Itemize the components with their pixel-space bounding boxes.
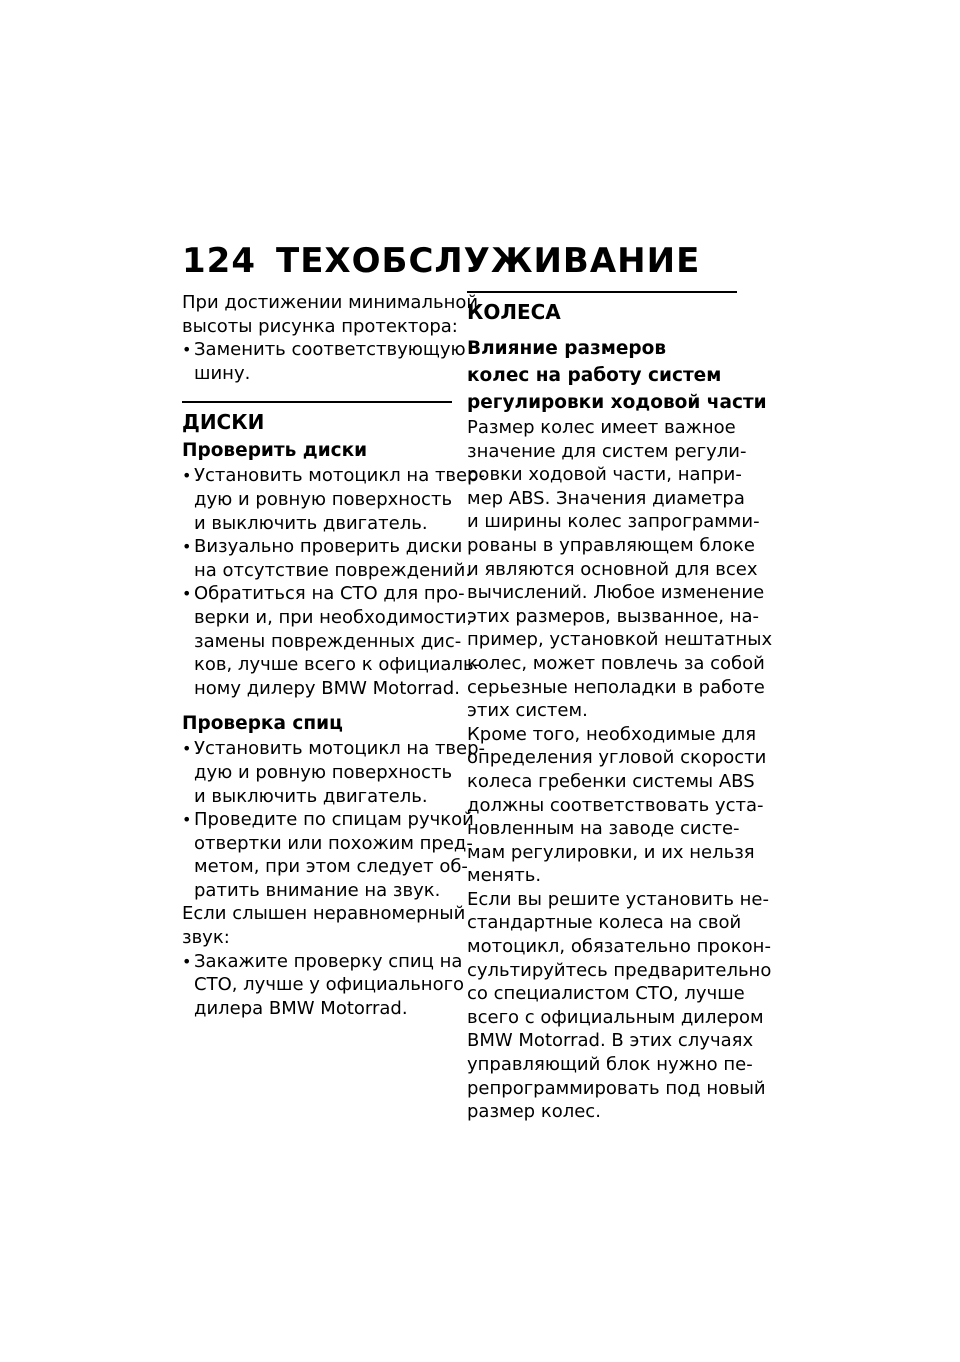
text-line: колес, может повлечь за собой xyxy=(467,652,765,674)
text-line: должны соответствовать уста- xyxy=(467,794,764,816)
text-line: мер ABS. Значения диаметра xyxy=(467,487,745,509)
text-line: отвертки или похожим пред- xyxy=(194,832,473,854)
text-line: Размер колес имеет важное xyxy=(467,417,736,438)
text-line: дую и ровную поверхность xyxy=(194,761,453,783)
text-line: Кроме того, необходимые для xyxy=(467,723,757,745)
check-spokes-list xyxy=(182,737,486,902)
text-line: этих размеров, вызванное, на- xyxy=(467,605,759,627)
paragraph xyxy=(467,723,767,888)
text-line: и являются основной для всех xyxy=(467,558,758,580)
text-line: ратить внимание на звук. xyxy=(194,879,441,901)
text-line: СТО, лучше у официального xyxy=(194,974,465,996)
section-divider xyxy=(182,401,452,403)
bullet-item xyxy=(182,808,474,902)
text-line: пример, установкой нештатных xyxy=(467,629,773,651)
bullet-item xyxy=(182,737,486,808)
text-line: • Установить мотоцикл на твер- xyxy=(194,465,486,487)
spokes-note-text xyxy=(182,902,466,949)
text-line: значение для систем регули- xyxy=(467,440,747,462)
intro-bullet-list xyxy=(182,338,466,385)
text-line: стандартные колеса на свой xyxy=(467,912,742,934)
text-line: • Закажите проверку спиц на xyxy=(194,950,463,972)
text-line: BMW Motorrad. В этих случаях xyxy=(467,1030,754,1052)
text-line: шину. xyxy=(194,362,251,384)
text-line: мотоцикл, обязательно прокон- xyxy=(467,936,771,958)
subsection-title-wheel-size xyxy=(467,335,767,416)
text-line: колеса гребенки системы ABS xyxy=(467,770,755,792)
section-title-wheels: КОЛЕСА xyxy=(467,300,561,324)
section-title-discs: ДИСКИ xyxy=(182,410,265,435)
text-line: всего с официальным дилером xyxy=(467,1006,764,1028)
subtitle-line: регулировки ходовой части xyxy=(467,392,767,413)
text-line: на отсутствие повреждений. xyxy=(194,559,472,581)
text-line: серьезные неполадки в работе xyxy=(467,676,765,698)
text-line: метом, при этом следует об- xyxy=(194,856,468,878)
text-line: репрограммировать под новый xyxy=(467,1077,766,1099)
check-discs-list xyxy=(182,464,486,700)
text-line: размер колес. xyxy=(467,1101,601,1123)
paragraph xyxy=(467,416,773,723)
left-column xyxy=(182,291,486,1020)
subsection-title-check-discs: Проверить диски xyxy=(182,440,368,462)
text-line: менять. xyxy=(467,865,542,887)
subtitle-line: колес на работу систем xyxy=(467,365,722,386)
text-line: вычислений. Любое изменение xyxy=(467,582,765,604)
bullet-item xyxy=(182,338,466,385)
subtitle-line: Влияние размеров xyxy=(467,338,667,359)
text-line: При достижении минимальной xyxy=(182,292,479,313)
spokes-note-list xyxy=(182,950,465,1021)
text-line: замены поврежденных дис- xyxy=(194,630,462,652)
text-line: дую и ровную поверхность xyxy=(194,488,453,510)
right-column xyxy=(467,291,773,1124)
page-header xyxy=(182,238,700,284)
bullet-item xyxy=(182,535,472,582)
text-line: ному дилеру BMW Motorrad. xyxy=(194,677,460,699)
intro-text xyxy=(182,291,479,338)
text-line: Если вы решите установить не- xyxy=(467,888,769,910)
text-line: Если слышен неравномерный xyxy=(182,903,466,925)
page-number: 124 xyxy=(182,241,256,281)
text-line: со специалистом СТО, лучше xyxy=(467,983,745,1005)
text-line: и выключить двигатель. xyxy=(194,512,428,534)
text-line: этих систем. xyxy=(467,700,588,722)
text-line: рованы в управляющем блоке xyxy=(467,534,755,556)
subsection-title-check-spokes: Проверка спиц xyxy=(182,713,343,735)
text-line: • Обратиться на СТО для про- xyxy=(194,583,465,605)
text-line: высоты рисунка протектора: xyxy=(182,315,458,337)
text-line: ков, лучше всего к официаль- xyxy=(194,654,481,676)
text-line: сультируйтесь предварительно xyxy=(467,959,772,981)
text-line: • Проведите по спицам ручкой xyxy=(194,809,474,831)
text-line: ровки ходовой части, напри- xyxy=(467,464,742,486)
text-line: • Заменить соответствующую xyxy=(194,339,466,361)
text-line: звук: xyxy=(182,927,230,949)
text-line: • Установить мотоцикл на твер- xyxy=(194,738,486,760)
bullet-item xyxy=(182,950,465,1021)
text-line: определения угловой скорости xyxy=(467,747,767,769)
section-divider xyxy=(467,291,737,293)
bullet-item xyxy=(182,582,481,700)
text-line: дилера BMW Motorrad. xyxy=(194,997,408,1019)
chapter-title: ТЕХОБСЛУЖИВАНИЕ xyxy=(276,241,701,281)
text-line: верки и, при необходимости, xyxy=(194,606,473,628)
text-line: и ширины колес запрограмми- xyxy=(467,511,760,533)
text-line: и выключить двигатель. xyxy=(194,785,428,807)
bullet-item xyxy=(182,464,486,535)
text-line: • Визуально проверить диски xyxy=(194,536,463,558)
paragraph xyxy=(467,888,772,1124)
text-line: новленным на заводе систе- xyxy=(467,818,740,840)
text-line: управляющий блок нужно пе- xyxy=(467,1054,753,1076)
text-line: мам регулировки, и их нельзя xyxy=(467,841,755,863)
